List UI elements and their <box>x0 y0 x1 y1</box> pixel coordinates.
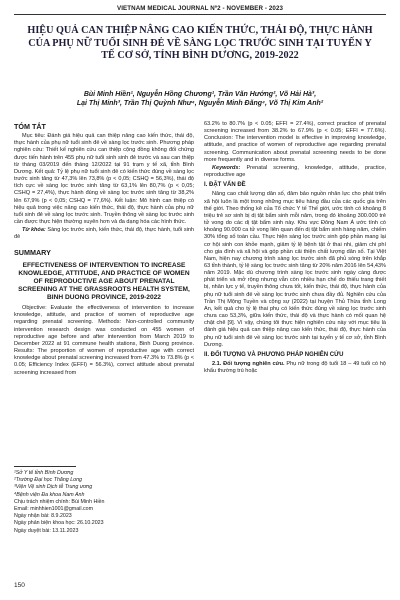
footnote-2: ²Trường Đại học Thăng Long <box>14 477 82 484</box>
footnote-3: ³Viện Vệ sinh Dịch tễ Trung ương <box>14 484 93 491</box>
section-2-1-heading: 2.1. Đối tượng nghiên cứu. <box>212 361 285 367</box>
keywords-label-en: Keywords: <box>212 164 241 171</box>
page-number: 150 <box>14 582 25 589</box>
footnote-corresponding: Chịu trách nhiệm chính: Bùi Minh Hiền <box>14 498 105 505</box>
section-1-heading: I. ĐẶT VẤN ĐỀ <box>204 182 246 189</box>
summary-text-right: 63.2% to 80.7% (p < 0.05; EFFI = 27.4%), correct practice of prenatal screening increased from 38.2% to 67.9% (p < 0.05; EFFI = 77.6%). Conclusion: The intervention model is effective in improving knowledge, attitude, and practice of women of reproductive age regarding prenatal screening. Communication about prenatal screening needs to be done more frequently and in diverse forms. <box>204 121 386 163</box>
article-title: HIỆU QUẢ CAN THIỆP NÂNG CAO KIẾN THỨC, THÁI ĐỘ, THỰC HÀNH CỦA PHỤ NỮ TUỔI SINH ĐẺ VỀ SÀNG LỌC TRƯỚC SINH TẠI TUYẾN Y TẾ CƠ SỞ, TỈNH BÌNH DƯƠNG, 2019-2022 <box>27 25 373 62</box>
keywords-en: Prenatal screening, knowledge, attitude, practice, reproductive age <box>204 164 386 179</box>
english-title: EFFECTIVENESS OF INTERVENTION TO INCREASE KNOWLEDGE, ATTITUDE, AND PRACTICE OF WOMEN OF REPRODUCTIVE AGE ABOUT PRENATAL SCREENING AT THE GRASSROOTS HEALTH SYSTEM, BINH DUONG PROVINCE, 2019-2022 <box>18 261 190 302</box>
footnotes <box>14 470 194 535</box>
summary-keywords <box>204 165 386 179</box>
summary-heading: SUMMARY <box>14 247 51 257</box>
authors-line-1: Bùi Minh Hiền¹, Nguyễn Hồng Chương¹, Trần Văn Hướng², Võ Hải Hà³, <box>83 91 317 98</box>
summary-text-left: Objective: Evaluate the effectiveness of intervention to increase knowledge, attitude, and practice of women of reproductive age regarding prenatal screening. Methods: Non-controlled community intervention research design was conducted on 455 women of reproductive age before and after intervention from March 2019 to December 2022 at 91 commune health stations, Binh Duong province. Results: The proportion of women of reproductive age with correct knowledge about prenatal screening increased from 47.3% to 73.8% (p < 0.05; Efficiency Index (EFFI) = 56.3%), correct attitude about prenatal screening increased from <box>14 305 194 376</box>
footnote-accepted: Ngày duyệt bài: 13.11.2023 <box>14 527 79 534</box>
section-1-text: Nâng cao chất lượng dân số, đảm bảo nguồn nhân lực cho phát triển xã hội luôn là một trong những mục tiêu hàng đầu của các quốc gia trên thế giới. Theo thống kê của Tổ chức Y tế Thế giới, ước tính có khoảng 8 triệu trẻ sơ sinh bị dị tật bẩm sinh mỗi năm, trong đó khoảng 300.000 trẻ tử vong do các dị tật bẩm sinh này. Khu vực Đông Nam Á ước tính có khoảng 90.000 ca tử vong liên quan đến dị tật bẩm sinh hàng năm, chiếm 30% tổng số toàn cầu. Thực hiện sàng lọc trước sinh góp phần mang lại cơ hội sinh con khỏe mạnh, giảm tỷ lệ bệnh tật ở thai nhi, giảm chi phí cho gia đình và xã hội và góp phần cải thiện chất lượng dân số. Tại Việt Nam, hiện nay chương trình sàng lọc trước sinh đã phủ sóng trên khắp 63 tỉnh thành, tỷ lệ sàng lọc trước sinh tăng từ 20% năm 2016 lên 54,43% năm 2019. Mặc dù chương trình sàng lọc trước sinh ngày càng được phát triển và mở rộng nhưng vẫn còn nhiều hạn chế do thiếu trang thiết bị, nhân lực y tế, truyền thông chưa tốt, kiến thức, thái độ, thực hành của phụ nữ tuổi sinh đẻ về sàng lọc trước sinh chưa đầy đủ. Nghiên cứu của Trần Thị Mộng Tuyền và cộng sự (2022) tại huyện Thủ Thừa tỉnh Long An, kết quả cho tỷ lệ thai phụ có kiến thức đúng về sàng lọc trước sinh chưa cao 53,3%, giữa kiến thức, thái độ và thực hành có mối quan hệ chặt chẽ [9]. Vì vậy, chúng tôi thực hiện nghiên cứu này với mục tiêu là đánh giá hiệu quả can thiệp nâng cao kiến thức, thái độ, thực hành của phụ nữ tuổi sinh đẻ về sàng lọc trước sinh tại tuyến y tế cơ sở, tỉnh Bình Dương. <box>204 191 386 348</box>
keywords-vi: Sàng lọc trước sinh, kiến thức, thái độ, thực hành, tuổi sinh đẻ <box>14 227 195 241</box>
keywords-label-vi: Từ khóa: <box>22 227 46 234</box>
abstract-keywords <box>14 227 194 241</box>
section-2-1-text: Phụ nữ trong độ tuổi 18 – 49 tuổi có hộ khẩu thường trú hoặc <box>204 361 386 375</box>
section-2-text <box>204 361 386 375</box>
abstract-heading: TÓM TẮT <box>14 122 46 131</box>
right-column <box>204 121 386 591</box>
footnote-4: ⁴Bệnh viện Đa khoa Nam Anh <box>14 491 85 498</box>
footnote-received: Ngày nhận bài: 8.9.2023 <box>14 513 72 520</box>
authors-line-2: Lại Thị Minh³, Trần Thị Quỳnh Như⁴, Nguyễn Minh Đăng⁴, Võ Thị Kim Anh² <box>76 100 324 107</box>
author-list <box>22 90 378 108</box>
footnote-1: ¹Sở Y tế tỉnh Bình Dương <box>14 470 74 476</box>
abstract-text: Mục tiêu: Đánh giá hiệu quả can thiệp nâng cao kiến thức, thái độ, thực hành của phụ nữ tuổi sinh đẻ về sàng lọc trước sinh. Phương pháp nghiên cứu: Thiết kế nghiên cứu can thiệp cộng đồng không đối chứng được tiến hành trên 455 phụ nữ tuổi sinh sinh đẻ trước và sau can thiệp từ tháng 03/2019 đến tháng 12/2022 tại 91 trạm y tế xã, tỉnh Bình Dương. Kết quả: Tỷ lệ phụ nữ tuổi sinh đẻ có kiến thức đúng về sàng lọc trước sinh tăng từ 47,3% lên 73,8% (p < 0,05; CSHQ = 56,3%), thái độ tích cực về sàng lọc trước sinh tăng từ 63,1% lên 80,7% (p < 0,05; CSHQ = 27,4%), thực hành đúng về sàng lọc trước sinh tăng từ 38,2% lên 67,9% (p < 0,05; CSHQ = 77,6%). Kết luận: Mô hình can thiệp có hiệu quả trong việc nâng cao kiến thức, thái độ, thực hành của phụ nữ tuổi sinh đẻ về sàng lọc trước sinh. Truyền thông về sàng lọc trước sinh cần được thực hiện thường xuyên hơn và đa dạng hóa các hình thức. <box>14 133 194 226</box>
journal-header: VIETNAM MEDICAL JOURNAL Nº2 - NOVEMBER - 2023 <box>116 5 284 12</box>
header-rule <box>14 14 386 15</box>
section-2-heading: II. ĐỐI TƯỢNG VÀ PHƯƠNG PHÁP NGHIÊN CỨU <box>204 351 344 358</box>
footnote-reviewed: Ngày phản biện khoa học: 26.10.2023 <box>14 520 104 527</box>
footnote-rule <box>14 466 76 467</box>
footnote-email: Email: minhhien1001@gmail.com <box>14 506 93 513</box>
